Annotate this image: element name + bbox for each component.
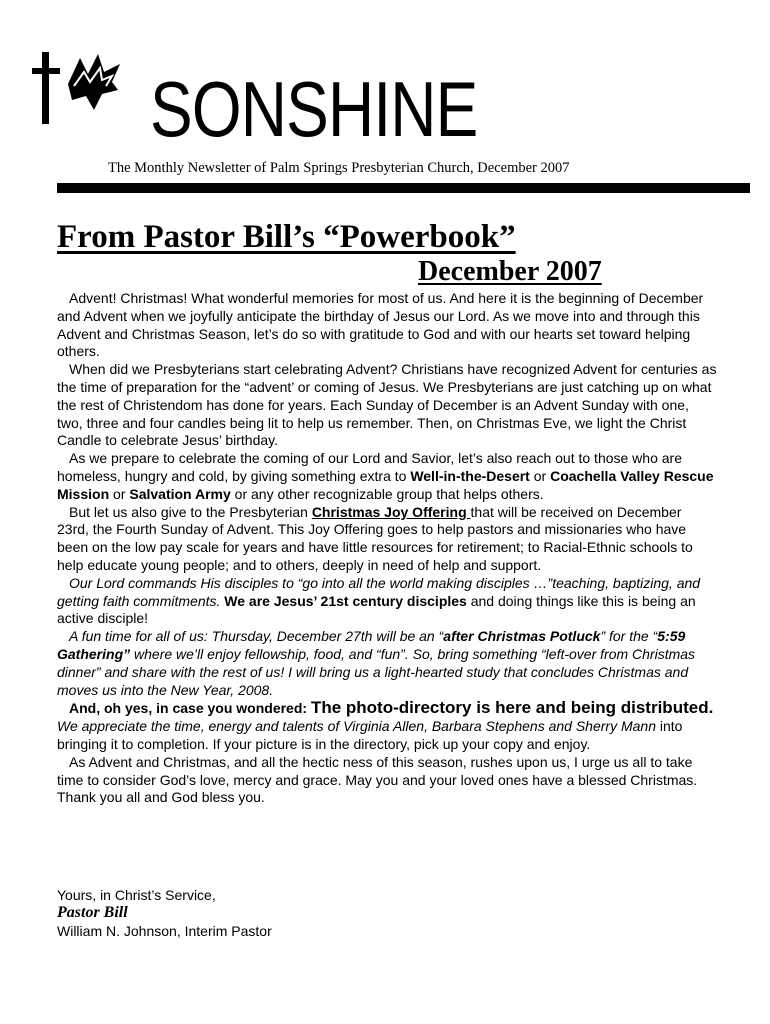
masthead-title: SONSHINE	[150, 65, 478, 153]
paragraph-closing: As Advent and Christmas, and all the hectic ness of this season, rushes upon us, I urge us all to take time to consider God’s love, mercy and grace. May you and your loved ones have a blessed Christmas. Thank you all and God bless you.	[57, 753, 698, 806]
paragraph-advent-intro: Advent! Christmas! What wonderful memories for most of us. And here it is the beginning of December and Advent when we joyfully anticipate the birthday of Jesus our Lord. As we move into and through this Advent and Christmas Season, let’s do so with gratitude to God and with our hearts set toward helping others.	[57, 290, 704, 360]
paragraph-photo-directory	[57, 699, 717, 753]
paragraph-outreach	[57, 450, 717, 503]
org-coachella-valley-rescue-mission: Coachella Valley Rescue Mission	[57, 467, 714, 502]
masthead-divider	[57, 183, 750, 193]
signature-name-full: William N. Johnson, Interim Pastor	[57, 923, 272, 939]
signature-block	[57, 886, 272, 940]
text: where we’ll enjoy fellowship, food, and “fun”. So, bring something “left-over from Christmas dinner” and share with the rest of us! I will bring us a light-hearted study that concludes Christmas and moves us into the New Year, 2008.	[57, 645, 696, 698]
event-potluck: after Christmas Potluck	[443, 628, 601, 645]
org-well-in-the-desert: Well-in-the-Desert	[410, 467, 530, 484]
cross-dove-logo-icon	[28, 44, 124, 130]
text: or	[109, 485, 130, 502]
text: As we prepare to celebrate the coming of our Lord and Savior, let’s also reach out to those who are homeless, hungry and cold, by giving something extra to	[57, 450, 682, 484]
disciples-emphasis: We are Jesus’ 21st century disciples	[220, 592, 467, 609]
text: Our Lord commands His disciples to “go into all the world making disciples …”teaching, baptizing, and getting faith commitments.	[57, 574, 701, 609]
paragraph-joy-offering	[57, 504, 717, 575]
article-dateline: December 2007	[418, 256, 602, 287]
text: ” for the “	[600, 628, 658, 645]
text: that will be received on December 23rd, the Fourth Sunday of Advent. This Joy Offering goes to help pastors and missionaries who have been on the low pay scale for years and have little resources for retirement; to Racial-Ethnic schools to help educate young people; and to others, deeply in need of help and support.	[57, 503, 693, 573]
text: or any other recognizable group that helps others.	[230, 485, 544, 502]
article-body	[57, 290, 717, 807]
closing-line: Yours, in Christ’s Service,	[57, 887, 216, 903]
text: But let us also give to the Presbyterian	[69, 503, 312, 520]
paragraph-disciples	[57, 575, 717, 628]
text: and doing things like this is being an active disciple!	[57, 592, 696, 627]
text: A fun time for all of us: Thursday, December 27th will be an “	[69, 628, 444, 645]
photo-directory-announcement: The photo-directory is here and being distributed.	[310, 698, 714, 718]
event-gathering: 5:59 Gathering”	[57, 628, 686, 662]
text: into bringing it to completion. If your picture is in the directory, pick up your copy and enjoy.	[57, 718, 683, 752]
masthead-subtitle: The Monthly Newsletter of Palm Springs Presbyterian Church, December 2007	[108, 160, 570, 176]
text: And, oh yes, in case you wondered:	[69, 700, 311, 717]
paragraph-potluck	[57, 628, 717, 699]
text: We appreciate the time, energy and talents of Virginia Allen, Barbara Stephens and Sherry Mann	[57, 718, 656, 735]
paragraph-advent-history: When did we Presbyterians start celebrating Advent? Christians have recognized Advent for centuries as the time of preparation for the “advent’ or coming of Jesus. We Presbyterians are just catching up on what the rest of Christendom has done for years. Each Sunday of December is an Advent Sunday with one, two, three and four candles being lit to help us remember. Then, on Christmas Eve, we light the Christ Candle to celebrate Jesus’ birthday.	[57, 361, 717, 449]
org-salvation-army: Salvation Army	[129, 485, 231, 502]
christmas-joy-offering: Christmas Joy Offering	[311, 503, 471, 520]
article-headline: From Pastor Bill’s “Powerbook”	[57, 219, 516, 255]
text: or	[529, 467, 551, 484]
signature-name-script: Pastor Bill	[57, 904, 128, 921]
